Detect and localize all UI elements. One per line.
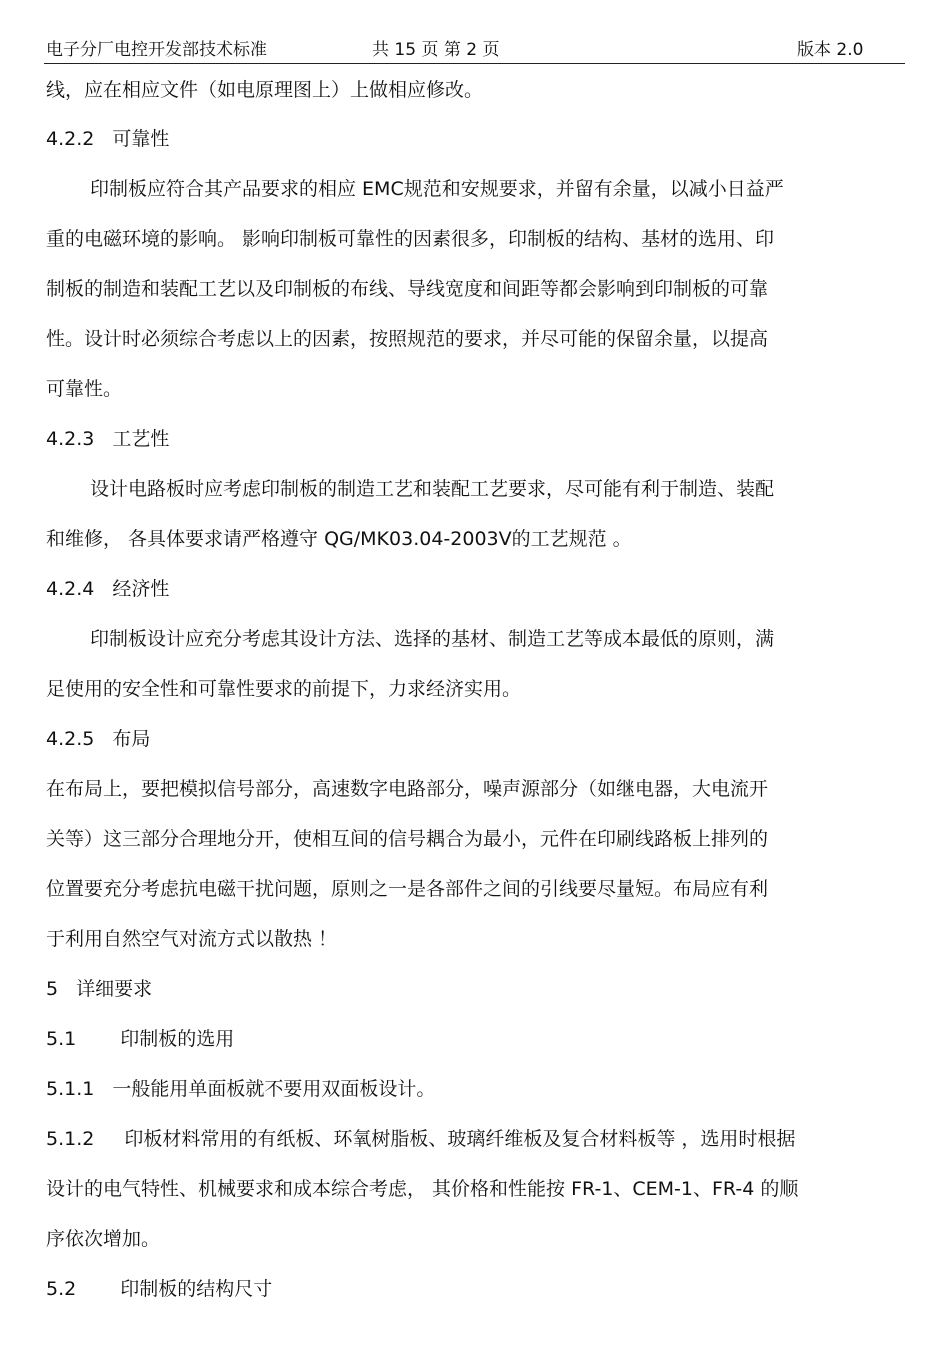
section-text: 一般能用单面板就不要用双面板设计。 bbox=[112, 1078, 436, 1100]
section-heading-5-1-2 bbox=[46, 1127, 795, 1151]
section-heading-5-1 bbox=[46, 1027, 234, 1051]
section-text: 印板材料常用的有纸板、环氧树脂板、玻璃纤维板及复合材料板等 ，选用时根据 bbox=[124, 1128, 796, 1150]
section-number: 5 bbox=[46, 978, 59, 1000]
section-number: 4.2.4 bbox=[46, 578, 95, 600]
paragraph-line: 位置要充分考虑抗电磁干扰问题，原则之一是各部件之间的引线要尽量短。布局应有利 bbox=[46, 878, 769, 900]
section-heading-5-2 bbox=[46, 1277, 272, 1301]
section-heading-4-2-5 bbox=[46, 727, 150, 751]
paragraph-line: 可靠性。 bbox=[46, 378, 123, 400]
section-heading-4-2-4 bbox=[46, 577, 169, 601]
section-number: 4.2.3 bbox=[46, 428, 95, 450]
paragraph-line: 设计的电气特性、机械要求和成本综合考虑， 其价格和性能按 FR-1、CEM-1、FR-4 的顺 bbox=[46, 1178, 799, 1200]
section-heading-5 bbox=[46, 977, 152, 1001]
section-title: 可靠性 bbox=[112, 128, 170, 150]
section-title: 经济性 bbox=[112, 578, 170, 600]
section-number: 4.2.2 bbox=[46, 128, 95, 150]
header-rule bbox=[44, 63, 905, 64]
section-title: 印制板的选用 bbox=[120, 1028, 235, 1050]
paragraph-line: 设计电路板时应考虑印制板的制造工艺和装配工艺要求，尽可能有利于制造、装配 bbox=[90, 478, 775, 500]
section-title: 印制板的结构尺寸 bbox=[120, 1278, 273, 1300]
paragraph-line: 重的电磁环境的影响。 影响印制板可靠性的因素很多，印制板的结构、基材的选用、印 bbox=[46, 228, 775, 250]
header-department: 电子分厂电控开发部技术标准 bbox=[46, 40, 267, 60]
paragraph-line: 线，应在相应文件（如电原理图上）上做相应修改。 bbox=[46, 79, 484, 101]
section-number: 5.1.1 bbox=[46, 1078, 95, 1100]
section-heading-4-2-2 bbox=[46, 127, 169, 151]
header-version: 版本 2.0 bbox=[797, 40, 864, 60]
section-title: 布局 bbox=[112, 728, 151, 750]
section-title: 工艺性 bbox=[112, 428, 170, 450]
paragraph-line: 和维修， 各具体要求请严格遵守 QG/MK03.04-2003V的工艺规范 。 bbox=[46, 528, 632, 550]
section-title: 详细要求 bbox=[76, 978, 153, 1000]
section-number: 5.1.2 bbox=[46, 1128, 95, 1150]
paragraph-line: 在布局上，要把模拟信号部分，高速数字电路部分，噪声源部分（如继电器，大电流开 bbox=[46, 778, 769, 800]
paragraph-line: 性。设计时必须综合考虑以上的因素，按照规范的要求，并尽可能的保留余量，以提高 bbox=[46, 328, 769, 350]
section-number: 5.2 bbox=[46, 1278, 77, 1300]
section-number: 4.2.5 bbox=[46, 728, 95, 750]
section-number: 5.1 bbox=[46, 1028, 77, 1050]
paragraph-line: 关等）这三部分合理地分开，使相互间的信号耦合为最小，元件在印刷线路板上排列的 bbox=[46, 828, 769, 850]
header-page-count: 共 15 页 第 2 页 bbox=[372, 40, 500, 60]
section-heading-5-1-1 bbox=[46, 1077, 435, 1101]
paragraph-line: 序依次增加。 bbox=[46, 1228, 161, 1250]
paragraph-line: 印制板应符合其产品要求的相应 EMC规范和安规要求，并留有余量，以减小日益严 bbox=[90, 178, 784, 200]
paragraph-line: 制板的制造和装配工艺以及印制板的布线、导线宽度和间距等都会影响到印制板的可靠 bbox=[46, 278, 769, 300]
paragraph-line: 足使用的安全性和可靠性要求的前提下，力求经济实用。 bbox=[46, 678, 522, 700]
paragraph-line: 印制板设计应充分考虑其设计方法、选择的基材、制造工艺等成本最低的原则，满 bbox=[90, 628, 775, 650]
section-heading-4-2-3 bbox=[46, 427, 169, 451]
paragraph-line: 于利用自然空气对流方式以散热 ！ bbox=[46, 928, 338, 950]
